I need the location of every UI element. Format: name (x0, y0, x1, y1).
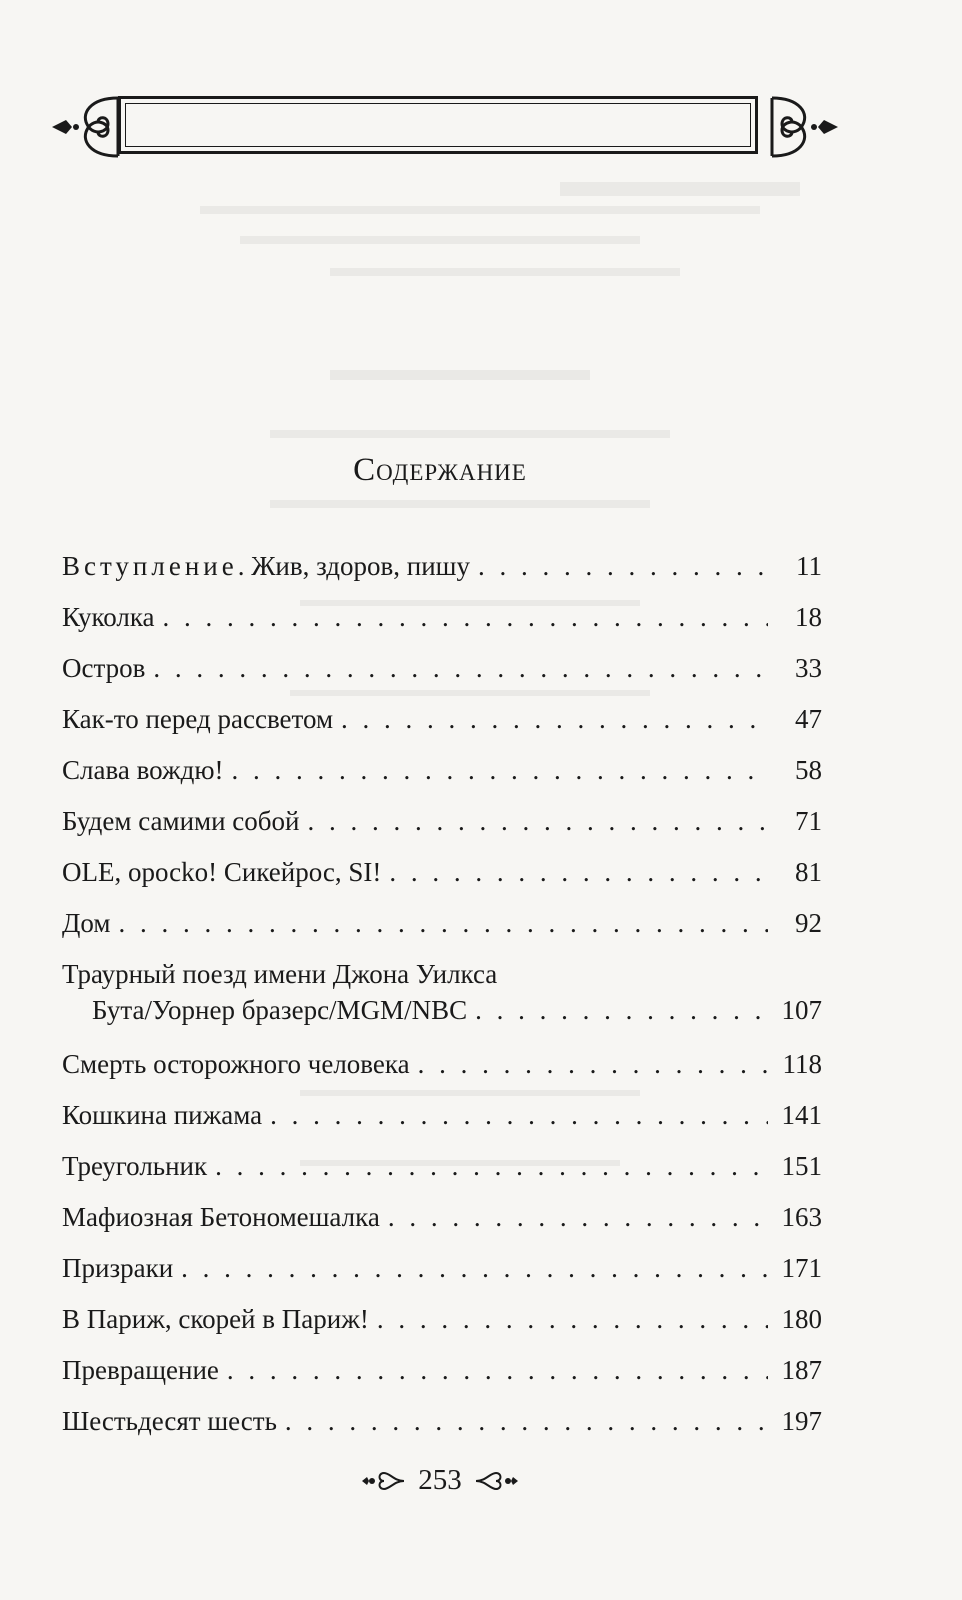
dot-leader (478, 548, 768, 584)
toc-entry (62, 701, 822, 752)
toc-entry (62, 956, 822, 1046)
toc-entry (62, 650, 822, 701)
fleuron-icon (360, 1469, 406, 1493)
toc-entry-page: 151 (781, 1151, 822, 1181)
table-of-contents (62, 548, 822, 1454)
toc-entry-label: OLE, оросkо! Сикейрос, SI! (62, 857, 382, 887)
toc-entry (62, 803, 822, 854)
dot-leader (389, 854, 768, 890)
dot-leader (270, 1097, 768, 1133)
toc-entry-page: 18 (795, 602, 822, 632)
toc-entry (62, 854, 822, 905)
toc-entry (62, 1046, 822, 1097)
toc-entry-page: 163 (781, 1202, 822, 1232)
toc-entry-label: Кошкина пижама (62, 1100, 263, 1130)
toc-entry-page: 197 (781, 1406, 822, 1436)
toc-entry (62, 752, 822, 803)
toc-entry-page: 92 (795, 908, 822, 938)
dot-leader (153, 650, 768, 686)
toc-entry-label: Вступление. Жив, здоров, пишу (62, 551, 470, 581)
dot-leader (181, 1250, 768, 1286)
toc-entry (62, 1301, 822, 1352)
toc-entry (62, 599, 822, 650)
toc-entry (62, 548, 822, 599)
toc-entry-page: 81 (795, 857, 822, 887)
dot-leader (215, 1148, 768, 1184)
toc-entry (62, 1352, 822, 1403)
dot-leader (163, 599, 768, 635)
dot-leader (307, 803, 768, 839)
toc-entry (62, 1199, 822, 1250)
dot-leader (418, 1046, 768, 1082)
toc-entry-label: Превращение (62, 1355, 219, 1385)
toc-entry-page: 47 (795, 704, 822, 734)
toc-entry (62, 1403, 822, 1454)
toc-entry-page: 33 (795, 653, 822, 683)
toc-entry-page: 180 (781, 1304, 822, 1334)
page-number: 253 (418, 1464, 462, 1496)
dot-leader (119, 905, 769, 941)
toc-entry-label-line1: Траурный поезд имени Джона Уилкса (62, 959, 498, 989)
toc-entry-page: 171 (781, 1253, 822, 1283)
toc-entry-label: Будем самими собой (62, 806, 300, 836)
dot-leader (475, 992, 768, 1028)
toc-entry-label: Мафиозная Бетономешалка (62, 1202, 380, 1232)
toc-entry-label-line2: Бута/Уорнер бразерс/MGM/NBC (92, 995, 468, 1025)
page-title: Содержание (353, 452, 527, 488)
toc-entry-page: 118 (782, 1049, 822, 1079)
toc-entry-page: 107 (781, 995, 822, 1025)
fleuron-icon (474, 1469, 520, 1493)
dot-leader (377, 1301, 768, 1337)
toc-entry-label: В Париж, скорей в Париж! (62, 1304, 369, 1334)
toc-entry-page: 58 (795, 755, 822, 785)
toc-entry (62, 905, 822, 956)
toc-entry-prefix: Вступление (62, 551, 238, 581)
toc-entry (62, 1250, 822, 1301)
toc-entry (62, 1097, 822, 1148)
dot-leader (341, 701, 768, 737)
toc-entry-label: Остров (62, 653, 146, 683)
toc-entry-page: 11 (796, 551, 822, 581)
dot-leader (285, 1403, 768, 1439)
header-frame (118, 96, 758, 154)
page-footer (0, 1464, 880, 1497)
toc-entry-label: Слава вождю! (62, 755, 224, 785)
dot-leader (232, 752, 768, 788)
toc-entry-label: Как-то перед рассветом (62, 704, 334, 734)
toc-entry-label: Шестьдесят шесть (62, 1406, 277, 1436)
toc-entry-label: Дом (62, 908, 111, 938)
toc-entry-page: 187 (781, 1355, 822, 1385)
dot-leader (388, 1199, 768, 1235)
toc-entry-label: Призраки (62, 1253, 174, 1283)
toc-entry-label: Треугольник (62, 1151, 208, 1181)
toc-entry-label: Смерть осторожного человека (62, 1049, 410, 1079)
dot-leader (227, 1352, 768, 1388)
toc-entry-label: Куколка (62, 602, 155, 632)
toc-entry-page: 141 (781, 1100, 822, 1130)
toc-entry (62, 1148, 822, 1199)
toc-entry-page: 71 (795, 806, 822, 836)
